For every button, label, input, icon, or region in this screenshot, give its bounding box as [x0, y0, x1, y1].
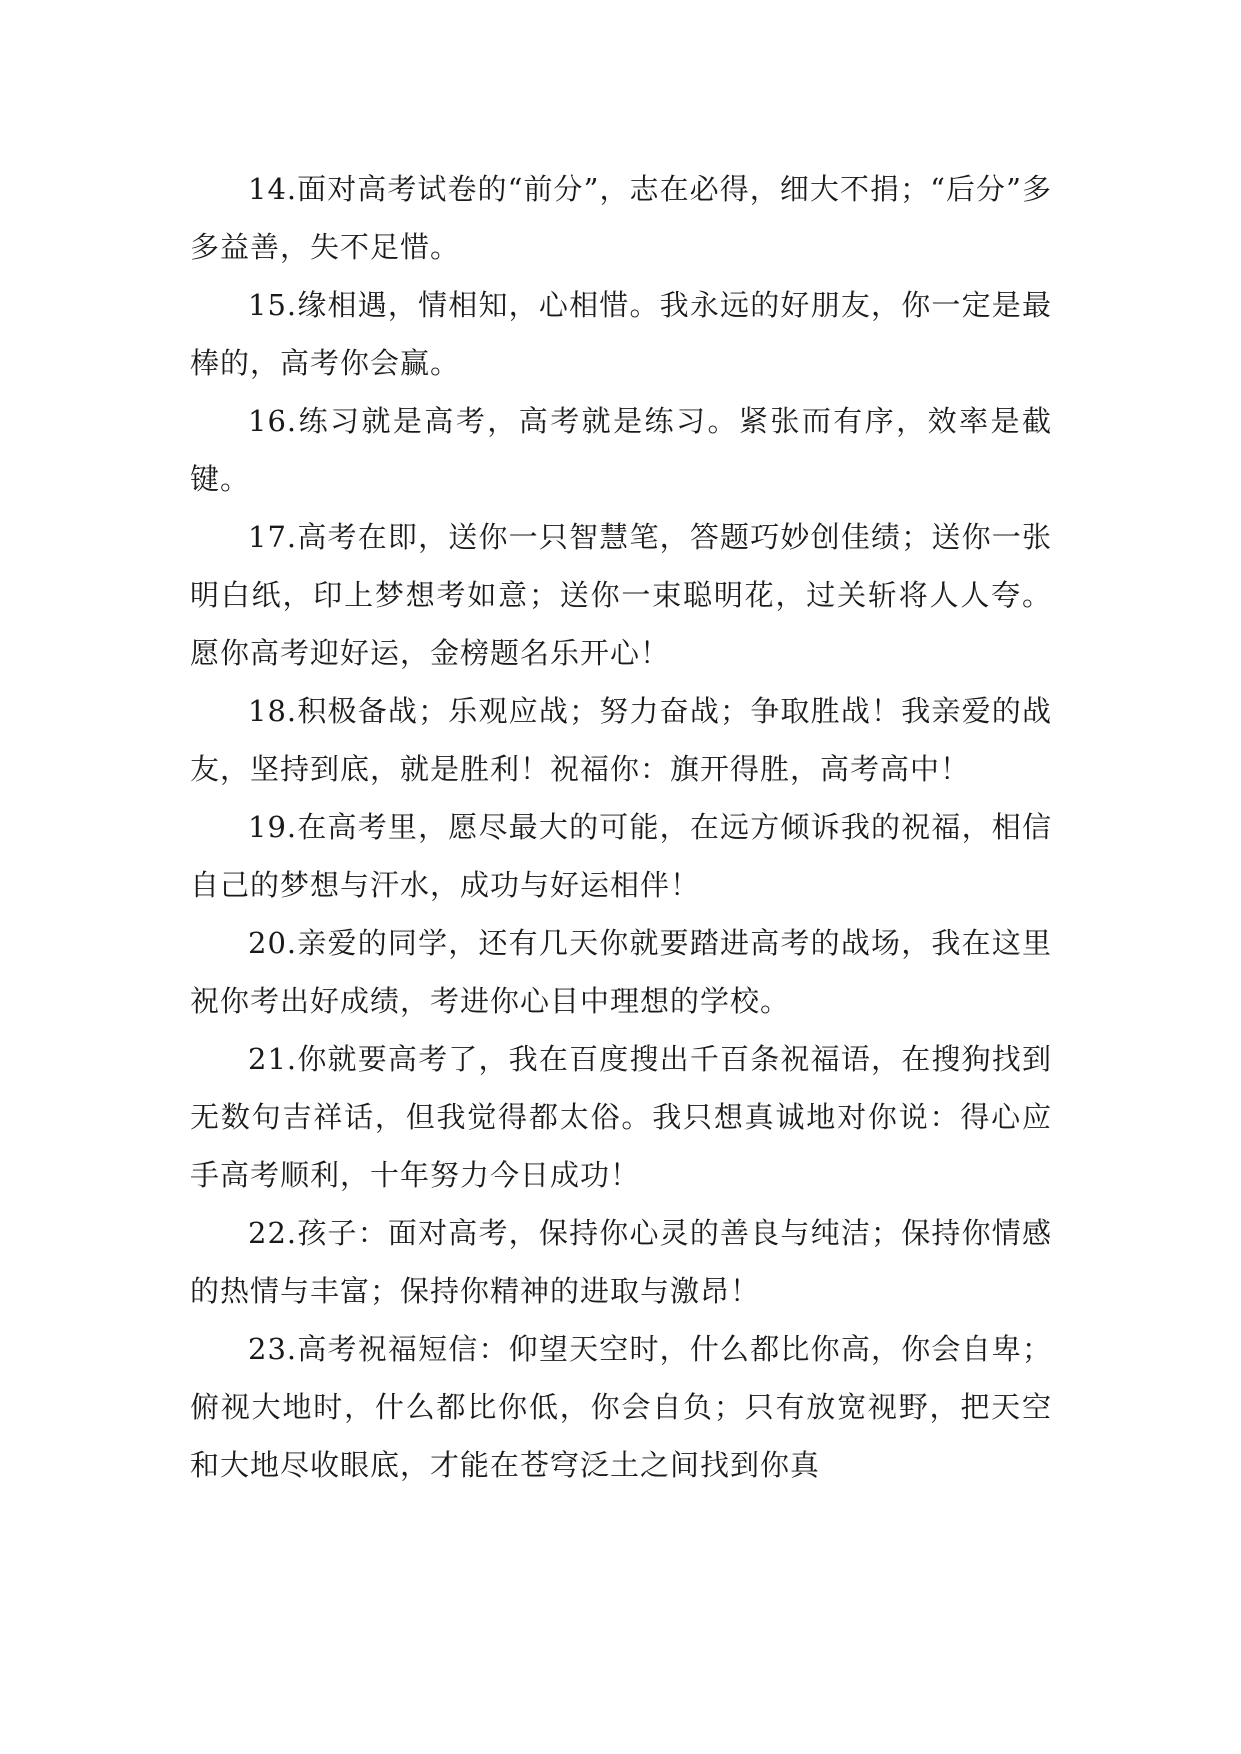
paragraph-16: 16.练习就是高考，高考就是练习。紧张而有序，效率是截键。 — [190, 404, 1052, 496]
paragraph-15: 15.缘相遇，情相知，心相惜。我永远的好朋友，你一定是最棒的，高考你会赢。 — [190, 288, 1052, 380]
paragraph-17: 17.高考在即，送你一只智慧笔，答题巧妙创佳绩；送你一张明白纸，印上梦想考如意；送你一束聪明花，过关斩将人人夸。愿你高考迎好运，金榜题名乐开心！ — [190, 520, 1052, 670]
paragraph-20: 20.亲爱的同学，还有几天你就要踏进高考的战场，我在这里祝你考出好成绩，考进你心目中理想的学校。 — [190, 926, 1052, 1018]
paragraph-22: 22.孩子：面对高考，保持你心灵的善良与纯洁；保持你情感的热情与丰富；保持你精神的进取与激昂！ — [190, 1216, 1052, 1308]
paragraph-23: 23.高考祝福短信：仰望天空时，什么都比你高，你会自卑；俯视大地时，什么都比你低，你会自负；只有放宽视野，把天空和大地尽收眼底，才能在苍穹泛土之间找到你真 — [190, 1332, 1052, 1482]
paragraph-14: 14.面对高考试卷的“前分”，志在必得，细大不捐；“后分”多多益善，失不足惜。 — [190, 172, 1052, 264]
paragraph-18: 18.积极备战；乐观应战；努力奋战；争取胜战！我亲爱的战友，坚持到底，就是胜利！祝福你：旗开得胜，高考高中！ — [190, 694, 1052, 786]
paragraph-19: 19.在高考里，愿尽最大的可能，在远方倾诉我的祝福，相信自己的梦想与汗水，成功与好运相伴！ — [190, 810, 1052, 902]
paragraph-21: 21.你就要高考了，我在百度搜出千百条祝福语，在搜狗找到无数句吉祥话，但我觉得都太俗。我只想真诚地对你说：得心应手高考顺利，十年努力今日成功！ — [190, 1042, 1052, 1192]
document-body — [190, 160, 1052, 1494]
